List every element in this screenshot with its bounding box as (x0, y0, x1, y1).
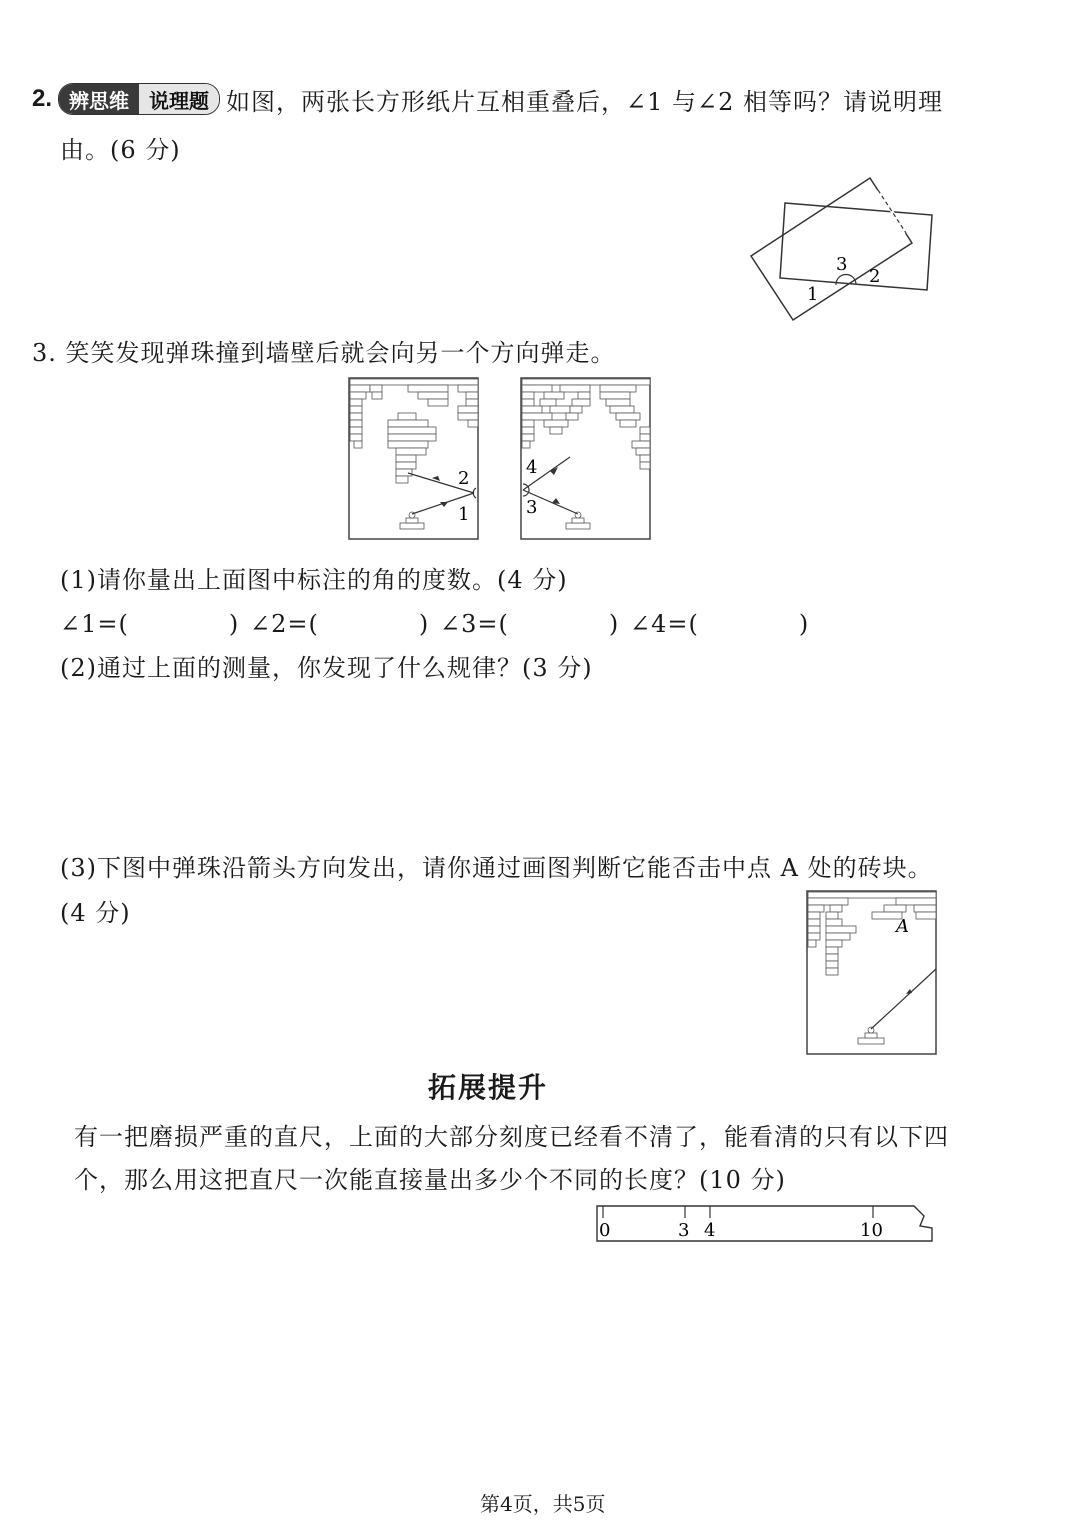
q2-number: 2. (32, 85, 53, 112)
angle-3-blank[interactable]: ∠3=( ) (440, 610, 620, 638)
q3-intro: 3. 笑笑发现弹珠撞到墙壁后就会向另一个方向弹走。 (32, 339, 616, 367)
q3-angle-answers (60, 604, 820, 639)
q2-dashed-edge-2 (785, 170, 790, 203)
q3-part3-bricks (808, 892, 936, 975)
q3-part3-launcher (858, 1027, 884, 1044)
q3-part3-path (871, 969, 936, 1029)
angle-1-blank[interactable]: ∠1=( ) (60, 610, 240, 638)
q2-rect-upright (780, 203, 932, 290)
q2-tag (58, 83, 220, 115)
ruler-label-10: 10 (860, 1220, 883, 1241)
q3-part3-line1: (3)下图中弹珠沿箭头方向发出，请你通过画图判断它能否击中点 A 处的砖块。 (60, 854, 933, 882)
q2-text-line2: 由。(6 分) (60, 136, 181, 164)
q3-right-arrow-1 (552, 498, 560, 504)
ruler-label-4: 4 (704, 1220, 716, 1241)
q3-right-launcher (566, 512, 590, 529)
ruler-label-3: 3 (678, 1220, 690, 1241)
q2-label-3: 3 (836, 254, 848, 275)
q2-label-2: 2 (869, 266, 881, 287)
q3-part3-arrow (906, 989, 912, 994)
q3-part1: (1)请你量出上面图中标注的角的度数。(4 分) (60, 566, 568, 594)
q3-right-label-4: 4 (526, 457, 538, 478)
q2-label-1: 1 (807, 284, 819, 305)
ruler-figure (594, 1204, 940, 1246)
extension-line1: 有一把磨损严重的直尺，上面的大部分刻度已经看不清了，能看清的只有以下四 (74, 1123, 949, 1151)
q3-right-label-3: 3 (526, 497, 538, 518)
extension-line2: 个，那么用这把直尺一次能直接量出多少个不同的长度？(10 分) (74, 1166, 786, 1194)
q3-figure-right (520, 377, 652, 541)
angle-4-blank[interactable]: ∠4=( ) (630, 610, 810, 638)
ruler-label-0: 0 (599, 1220, 611, 1241)
q3-part3-label-a: A (896, 916, 909, 937)
q3-left-label-2: 2 (458, 468, 470, 489)
q2-text-line1: 如图，两张长方形纸片互相重叠后，∠1 与∠2 相等吗？请说明理 (226, 87, 944, 116)
q3-left-launcher (400, 512, 424, 529)
q3-figure-left (348, 377, 480, 541)
q3-figure-part3 (806, 890, 938, 1056)
q2-tag-light: 说理题 (139, 84, 219, 114)
page-footer: 第4页，共5页 (480, 1492, 606, 1516)
q3-part3-line2: (4 分) (60, 899, 131, 927)
q2-line1 (32, 82, 943, 116)
extension-title: 拓展提升 (428, 1071, 549, 1104)
q3-right-bricks (522, 379, 650, 469)
angle-2-blank[interactable]: ∠2=( ) (250, 610, 430, 638)
q2-rect-tilted (751, 178, 912, 320)
q2-figure-overlapping-rectangles (740, 170, 950, 330)
q3-part2: (2)通过上面的测量，你发现了什么规律？(3 分) (60, 654, 593, 682)
q3-left-wall-arc (473, 488, 476, 498)
q3-left-label-1: 1 (458, 504, 470, 525)
q2-tag-dark: 辨思维 (59, 84, 139, 114)
